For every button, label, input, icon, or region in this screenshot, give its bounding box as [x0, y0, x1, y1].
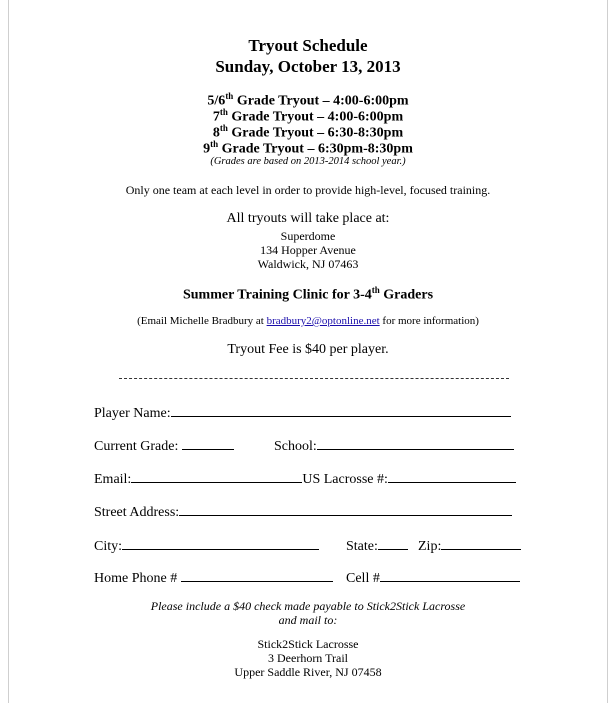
zip-field — [418, 536, 521, 555]
mail-org: Stick2Stick Lacrosse — [257, 637, 359, 651]
email-link[interactable]: bradbury2@optonline.net — [266, 315, 380, 327]
us-lacrosse-label: US Lacrosse #: — [302, 472, 388, 487]
grades-note: (Grades are based on 2013-2014 school year.) — [210, 156, 406, 167]
document-page — [8, 0, 608, 703]
home-phone-input[interactable] — [181, 568, 333, 582]
tryout-line-5-6: 5/6th Grade Tryout – 4:00-6:00pm — [207, 91, 409, 109]
location-city: Waldwick, NJ 07463 — [257, 257, 359, 271]
tryout-line-8: 8th Grade Tryout – 6:30-8:30pm — [212, 123, 404, 141]
city-label: City: — [94, 539, 123, 554]
cell-field — [346, 568, 520, 587]
cell-input[interactable] — [380, 568, 520, 582]
clinic-email-note: (Email Michelle Bradbury at bradbury2@optonline.net for more information) — [137, 315, 479, 327]
email-label: Email: — [94, 472, 132, 487]
current-grade-field — [94, 436, 234, 455]
check-note-1: Please include a $40 check made payable to Stick2Stick Lacrosse — [150, 599, 466, 613]
street-address-input[interactable] — [179, 502, 512, 516]
mail-city: Upper Saddle River, NJ 07458 — [234, 665, 382, 679]
team-note: Only one team at each level in order to provide high-level, focused training. — [125, 183, 491, 197]
location-name: Superdome — [280, 229, 336, 243]
location-intro: All tryouts will take place at: — [226, 211, 390, 226]
city-input[interactable] — [122, 536, 319, 550]
zip-input[interactable] — [441, 536, 521, 550]
tryout-line-7: 7th Grade Tryout – 4:00-6:00pm — [212, 107, 404, 125]
tryout-line-9: 9th Grade Tryout – 6:30pm-8:30pm — [203, 139, 413, 157]
home-phone-label: Home Phone # — [94, 571, 178, 586]
check-note-2: and mail to: — [278, 613, 338, 627]
cell-label: Cell # — [346, 571, 380, 586]
state-field — [346, 536, 408, 555]
divider — [119, 378, 509, 380]
us-lacrosse-input[interactable] — [388, 469, 516, 483]
player-name-input[interactable] — [171, 403, 511, 417]
email-field — [94, 469, 516, 488]
email-input[interactable] — [131, 469, 302, 483]
player-name-label: Player Name: — [94, 406, 171, 421]
location-street: 134 Hopper Avenue — [260, 243, 356, 257]
clinic-title: Summer Training Clinic for 3-4th Graders — [182, 285, 434, 303]
city-field — [94, 536, 319, 555]
school-input[interactable] — [317, 436, 514, 450]
current-grade-input[interactable] — [182, 436, 234, 450]
current-grade-label: Current Grade: — [94, 439, 179, 454]
state-input[interactable] — [378, 536, 408, 550]
page-date: Sunday, October 13, 2013 — [215, 57, 401, 76]
player-name-field — [94, 403, 511, 422]
tryout-fee: Tryout Fee is $40 per player. — [227, 342, 389, 357]
street-address-label: Street Address: — [94, 505, 180, 520]
mail-street: 3 Deerhorn Trail — [268, 651, 348, 665]
school-label: School: — [274, 439, 317, 454]
state-label: State: — [346, 539, 378, 554]
home-phone-field — [94, 568, 333, 587]
school-field — [274, 436, 514, 455]
street-address-field — [94, 502, 512, 521]
zip-label: Zip: — [418, 539, 442, 554]
page-title: Tryout Schedule — [248, 36, 368, 55]
